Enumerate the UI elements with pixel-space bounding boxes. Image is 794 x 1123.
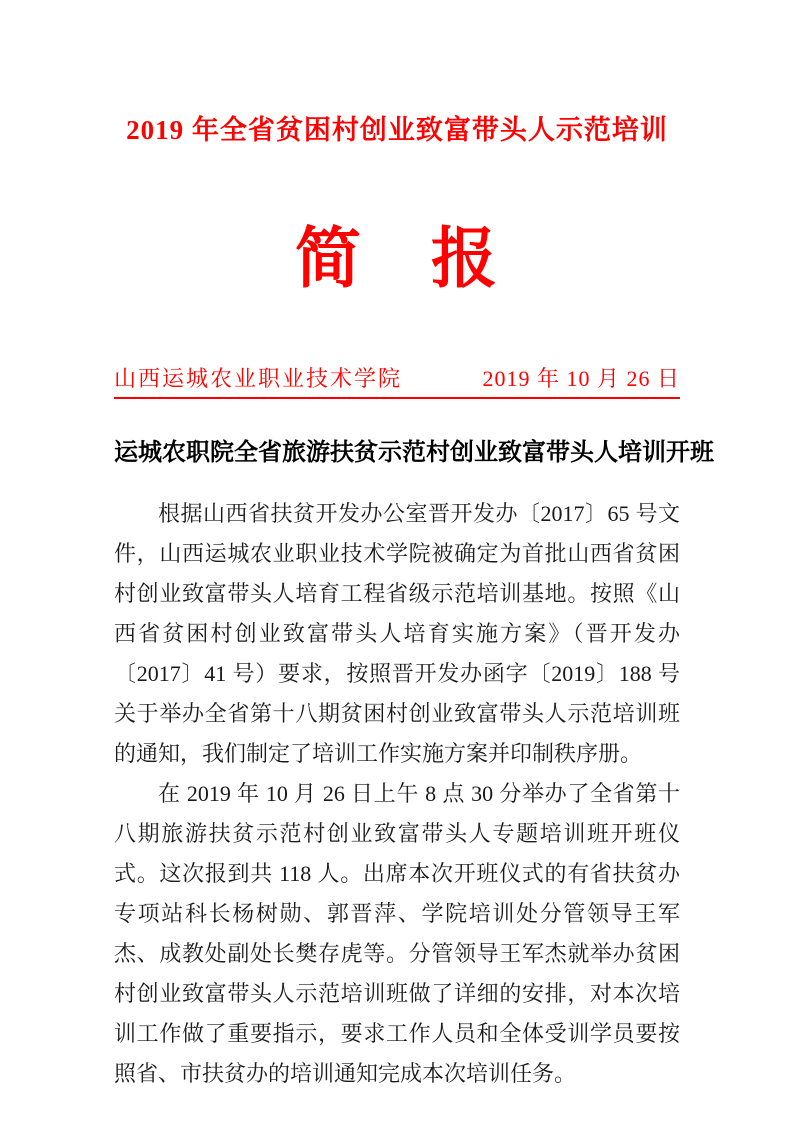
body-paragraph-1: 根据山西省扶贫开发办公室晋开发办〔2017〕65 号文件，山西运城农业职业技术学院被确定为首批山西省贫困村创业致富带头人培育工程省级示范培训基地。按照《山西省贫困村创业致富带头人培育实施方案》（晋开发办 〔2017〕41 号）要求，按照晋开发办函字〔2019〕188 号关于举办全省第十八期贫困村创业致富带头人示范培训班的通知，我们制定了培训工作实施方案并印制秩序册。	[114, 500, 680, 766]
article-body	[114, 494, 680, 1094]
document-title: 2019 年全省贫困村创业致富带头人示范培训	[126, 115, 668, 145]
issuer-row	[114, 366, 680, 399]
masthead-title: 简 报	[295, 221, 499, 295]
body-paragraph-2: 在 2019 年 10 月 26 日上午 8 点 30 分举办了全省第十八期旅游扶贫示范村创业致富带头人专题培训班开班仪式。这次报到共 118 人。出席本次开班仪式的有省扶贫办专项站科长杨树勋、郭晋萍、学院培训处分管领导王军杰、成教处副处长樊存虎等。分管领导王军杰就举办贫困村创业致富带头人示范培训班做了详细的安排，对本次培训工作做了重要指示，要求工作人员和全体受训学员要按照省、市扶贫办的培训通知完成本次培训任务。	[114, 780, 680, 1086]
issuer-name: 山西运城农业职业技术学院	[114, 365, 403, 391]
issue-date: 2019 年 10 月 26 日	[482, 365, 680, 391]
article-headline: 运城农职院全省旅游扶贫示范村创业致富带头人培训开班	[114, 438, 714, 466]
